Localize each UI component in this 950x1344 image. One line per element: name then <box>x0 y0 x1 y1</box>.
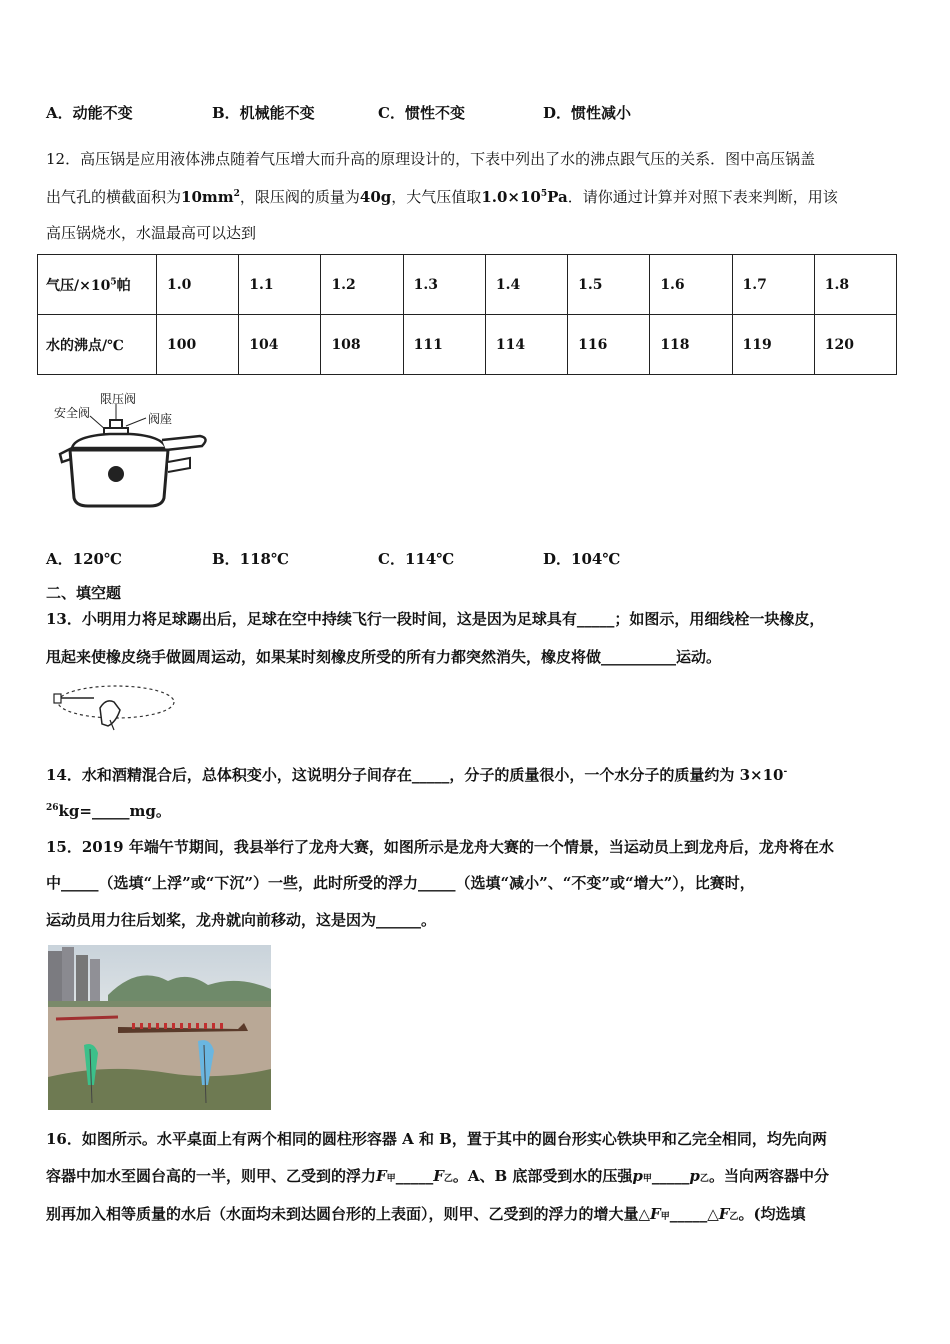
table-header-boiling: 水的沸点/℃ <box>38 315 157 375</box>
table-cell: 1.7 <box>732 255 814 315</box>
q15-line-1: 15．2019 年端午节期间，我县举行了龙舟大赛，如图所示是龙舟大赛的一个情景，当运动员上到龙舟后，龙舟将在水 <box>46 838 834 856</box>
table-cell: 1.4 <box>485 255 567 315</box>
q16-line-2: 容器中加水至圆台高的一半，则甲、乙受到的浮力F甲_____F乙。A、B 底部受到水的压强p甲_____p乙。当向两容器中分 <box>46 1167 829 1185</box>
table-cell: 108 <box>321 315 403 375</box>
q16-line-1: 16．如图所示。水平桌面上有两个相同的圆柱形容器 A 和 B，置于其中的圆台形实心铁块甲和乙完全相同，均先向两 <box>46 1130 827 1148</box>
q12-option-d: D．104℃ <box>543 550 621 568</box>
q11-option-d: D．惯性减小 <box>543 104 632 122</box>
q16-line-3: 别再加入相等质量的水后（水面均未到达圆台形的上表面），则甲、乙受到的浮力的增大量△F甲_____△F乙。(均选填 <box>46 1205 806 1223</box>
section-heading-fill-in: 二、填空题 <box>46 584 122 602</box>
table-cell: 104 <box>239 315 321 375</box>
dragon-boat-photo <box>48 945 271 1110</box>
table-cell: 111 <box>403 315 485 375</box>
q14-line-2: $^{26}$kg=_____mg。 <box>46 802 171 820</box>
q12-line-2: 出气孔的横截面积为$10mm^2$，限压阀的质量为40g，大气压值取$1.0\times 10^5Pa$．请你通过计算并对照下表来判断，用该 <box>46 188 838 206</box>
table-cell: 1.2 <box>321 255 403 315</box>
dragon-boat-drawing <box>48 945 271 1110</box>
q11-option-b: B．机械能不变 <box>212 104 315 122</box>
table-cell: 116 <box>568 315 650 375</box>
figure-label-safety-valve: 安全阀 <box>54 406 91 420</box>
q13-line-2: 甩起来使橡皮绕手做圆周运动，如果某时刻橡皮所受的所有力都突然消失，橡皮将做__________运动。 <box>46 648 722 666</box>
q13-line-1: 13．小明用力将足球踢出后，足球在空中持续飞行一段时间，这是因为足球具有_____；如图示，用细线栓一块橡皮， <box>46 610 825 628</box>
q12-line-1: 12．高压锅是应用液体沸点随着气压增大而升高的原理设计的，下表中列出了水的沸点跟气压的关系．图中高压锅盖 <box>46 150 816 168</box>
q11-option-c: C．惯性不变 <box>378 104 465 122</box>
table-cell: 1.8 <box>814 255 896 315</box>
q12-line-3: 高压锅烧水，水温最高可以达到 <box>46 224 257 242</box>
figure-label-pressure-valve: 限压阀 <box>100 392 137 406</box>
pressure-cooker-figure <box>50 388 230 518</box>
table-cell: 1.5 <box>568 255 650 315</box>
table-cell: 1.0 <box>157 255 239 315</box>
table-cell: 118 <box>650 315 732 375</box>
eraser-circle-figure <box>50 680 180 732</box>
q12-option-b: B．118℃ <box>212 550 289 568</box>
q15-line-3: 运动员用力往后划桨，龙舟就向前移动，这是因为______。 <box>46 911 437 929</box>
table-cell: 1.6 <box>650 255 732 315</box>
table-cell: 100 <box>157 315 239 375</box>
figure-label-valve-seat: 阀座 <box>148 412 173 426</box>
table-cell: 114 <box>485 315 567 375</box>
q14-line-1: 14．水和酒精混合后，总体积变小，这说明分子间存在_____，分子的质量很小，一个水分子的质量约为 3×10- <box>46 766 788 784</box>
table-header-pressure: 气压$/\times 10^5$帕 <box>38 255 157 315</box>
table-row <box>38 255 897 315</box>
table-row <box>38 315 897 375</box>
table-cell: 119 <box>732 315 814 375</box>
boiling-point-table <box>37 254 897 375</box>
q12-option-a: A．120℃ <box>46 550 122 568</box>
table-cell: 1.1 <box>239 255 321 315</box>
table-cell: 1.3 <box>403 255 485 315</box>
pressure-cooker-drawing <box>50 388 230 518</box>
eraser-circle-drawing <box>50 680 180 732</box>
q15-line-2: 中_____（选填“上浮”或“下沉”）一些，此时所受的浮力_____（选填“减小”、“不变”或“增大”），比赛时， <box>46 874 755 892</box>
q12-option-c: C．114℃ <box>378 550 455 568</box>
q11-option-a: A．动能不变 <box>46 104 133 122</box>
table-cell: 120 <box>814 315 896 375</box>
